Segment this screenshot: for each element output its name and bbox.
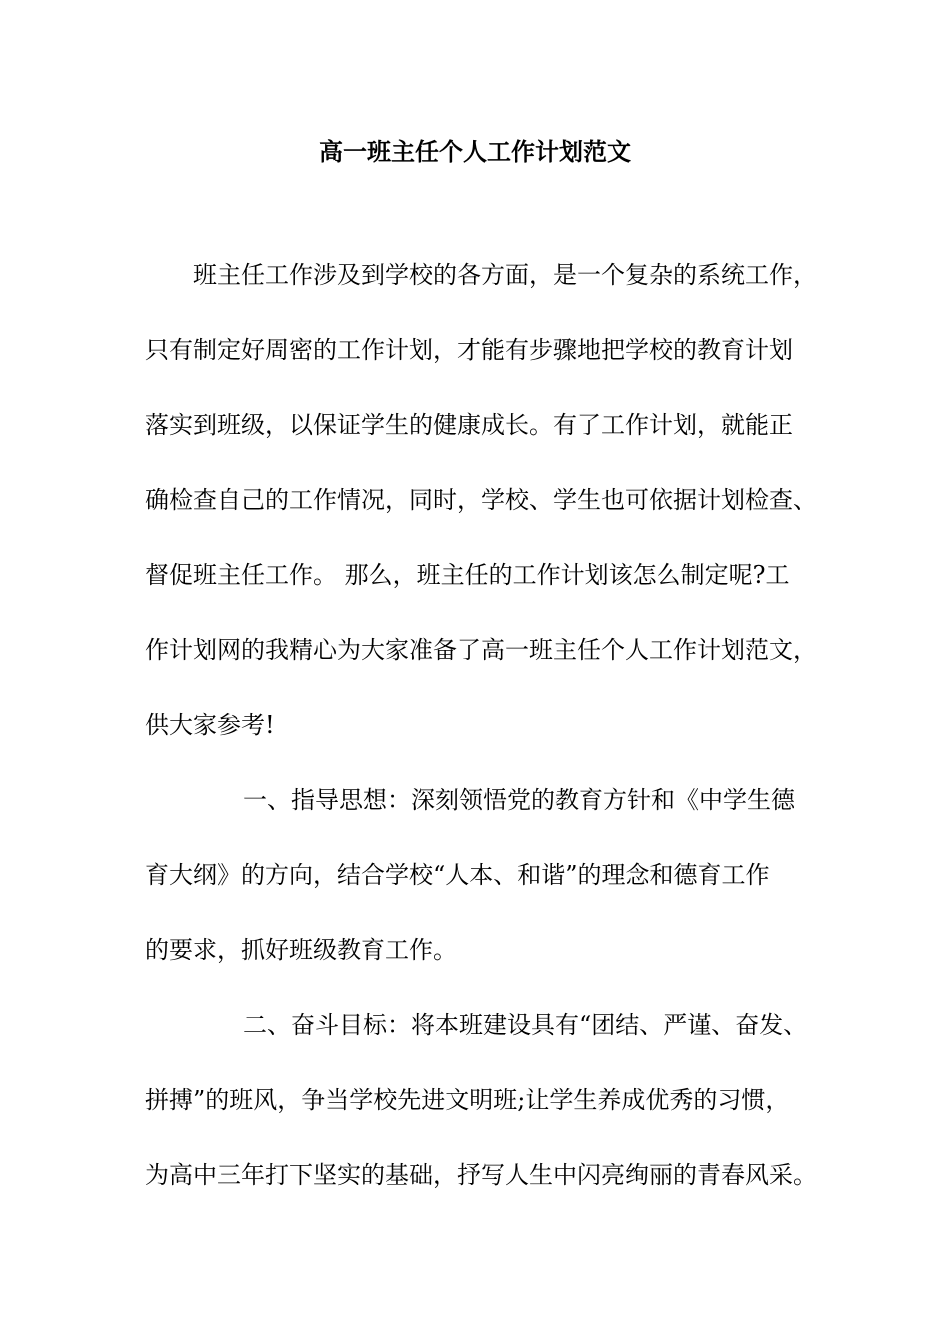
paragraph-line: 班主任工作涉及到学校的各方面，是一个复杂的系统工作，: [193, 261, 817, 289]
section-heading-goals: 二、奋斗目标：将本班建设具有“团结、严谨、奋发、: [243, 1011, 808, 1039]
paragraph-line: 督促班主任工作。 那么，班主任的工作计划该怎么制定呢?工: [145, 561, 790, 589]
document-title: 高一班主任个人工作计划范文: [319, 137, 631, 166]
paragraph-line: 作计划网的我精心为大家准备了高一班主任个人工作计划范文，: [145, 636, 817, 664]
paragraph-line: 供大家参考!: [145, 711, 275, 739]
paragraph-line: 拼搏”的班风，争当学校先进文明班;让学生养成优秀的习惯，: [145, 1086, 790, 1114]
paragraph-line: 为高中三年打下坚实的基础，抒写人生中闪亮绚丽的青春风采。: [145, 1161, 817, 1189]
section-heading-guiding-ideology: 一、指导思想：深刻领悟党的教育方针和《中学生德: [243, 786, 795, 814]
paragraph-line: 确检查自己的工作情况，同时，学校、学生也可依据计划检查、: [145, 486, 817, 514]
paragraph-line: 只有制定好周密的工作计划，才能有步骤地把学校的教育计划: [145, 336, 793, 364]
paragraph-line: 的要求，抓好班级教育工作。: [145, 936, 457, 964]
paragraph-line: 育大纲》的方向，结合学校“人本、和谐”的理念和德育工作: [145, 861, 770, 889]
paragraph-line: 落实到班级，以保证学生的健康成长。有了工作计划，就能正: [145, 411, 793, 439]
